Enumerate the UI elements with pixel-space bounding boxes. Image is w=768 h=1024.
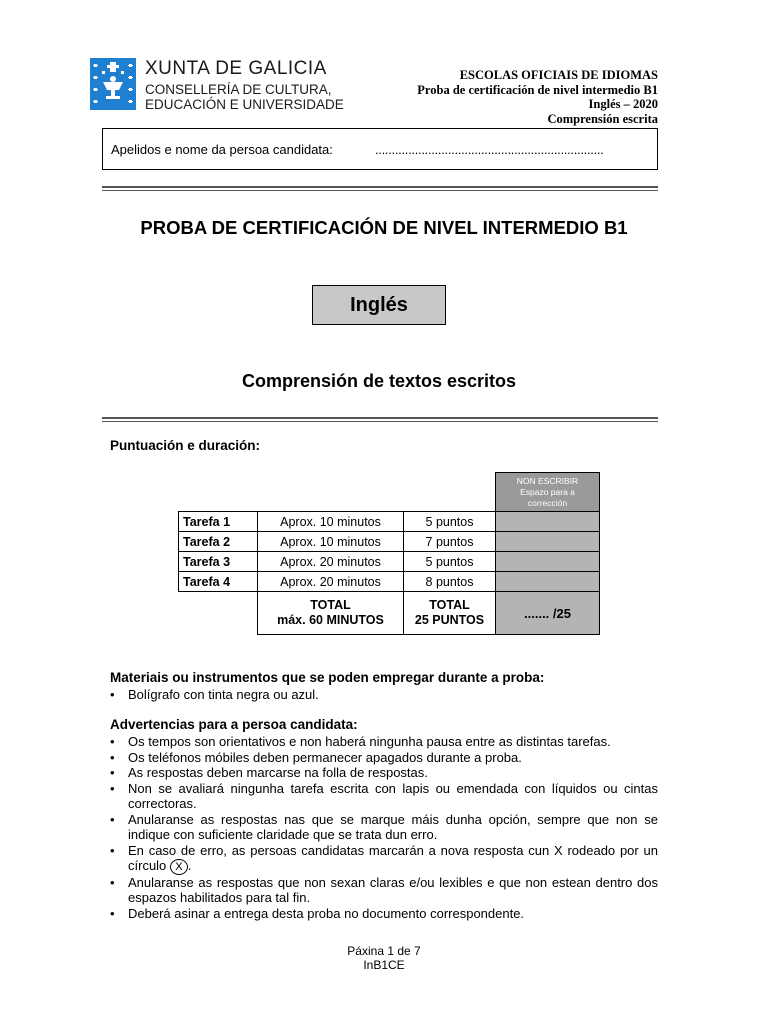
brand-subtitle-line2: EDUCACIÓN E UNIVERSIDADE [145,97,344,112]
total-score-cell: ....... /25 [496,592,600,635]
circled-x-mark: X [170,859,188,875]
task-time: Aprox. 10 minutos [258,512,404,532]
task-name: Tarefa 1 [179,512,258,532]
galicia-coat-of-arms-icon [90,58,136,110]
materials-heading: Materiais ou instrumentos que se poden empregar durante a proba: [110,670,545,685]
total-time: TOTAL máx. 60 MINUTOS [258,592,404,635]
warnings-list [110,734,658,921]
candidate-name-field[interactable]: ..................................................................... [375,142,604,157]
table-row [179,572,600,592]
table-total-row [179,592,600,635]
error-instruction-text: En caso de erro, as persoas candidatas marcarán a nova resposta cun X rodeado por un círculo [128,842,658,873]
warnings-heading: Advertencias para a persoa candidata: [110,717,358,732]
brand-name: XUNTA DE GALICIA [145,58,327,79]
task-time: Aprox. 20 minutos [258,572,404,592]
list-item: • As respostas deben marcarse na folla de respostas. [110,765,658,781]
task-time: Aprox. 20 minutos [258,552,404,572]
list-item: • Deberá asinar a entrega desta proba no documento correspondente. [110,906,658,922]
task-points: 7 puntos [404,532,496,552]
page-footer [0,944,768,972]
task-points: 5 puntos [404,512,496,532]
task-name: Tarefa 3 [179,552,258,572]
correction-cell [496,552,600,572]
divider [102,417,658,422]
table-row [179,552,600,572]
exam-language-year: Inglés – 2020 [588,97,658,111]
task-name: Tarefa 4 [179,572,258,592]
task-points: 8 puntos [404,572,496,592]
exam-name: Proba de certificación de nivel intermedio B1 [417,82,658,97]
list-item: • Anularanse as respostas nas que se marque máis dunha opción, sempre que non se indique con suficiente claridade que se trata dun erro. [110,812,658,843]
school-name: ESCOLAS OFICIAIS DE IDIOMAS [459,68,658,82]
list-item: • En caso de erro, as persoas candidatas marcarán a nova resposta cun X rodeado por un círculo X . [110,843,658,875]
task-points: 5 puntos [404,552,496,572]
table-row [179,532,600,552]
divider [102,186,658,191]
candidate-name-label: Apelidos e nome da persoa candidata: [111,142,333,157]
materials-list [110,687,658,703]
page-number: Páxina 1 de 7 [347,944,421,958]
table-row [179,512,600,532]
list-item: • Os tempos son orientativos e non haberá ningunha pausa entre as distintas tarefas. [110,734,658,750]
page-title: PROBA DE CERTIFICACIÓN DE NIVEL INTERMEDIO B1 [140,217,628,238]
language-box: Inglés [312,285,446,325]
total-points: TOTAL 25 PUNTOS [404,592,496,635]
list-item: • Bolígrafo con tinta negra ou azul. [110,687,658,703]
brand-subtitle-line1: CONSELLERÍA DE CULTURA, [145,82,332,97]
list-item: • Anularanse as respostas que non sexan claras e/ou lexibles e que non estean dentro dos espazos habilitados para tal fin. [110,875,658,906]
candidate-name-box [102,128,658,170]
exam-info-header [417,68,658,126]
correction-cell [496,532,600,552]
exam-part: Comprensión escrita [547,111,658,126]
task-name: Tarefa 2 [179,532,258,552]
table-header-row [179,473,600,512]
score-table [178,472,600,635]
task-time: Aprox. 10 minutos [258,532,404,552]
list-item: • Os teléfonos móbiles deben permanecer apagados durante a proba. [110,750,658,766]
list-item: • Non se avaliará ningunha tarefa escrita con lapis ou emendada con líquidos ou cintas correctoras. [110,781,658,812]
correction-header: NON ESCRIBIR Espazo para a corrección [496,473,600,512]
document-code: InB1CE [363,958,405,972]
correction-cell [496,572,600,592]
correction-cell [496,512,600,532]
brand-subtitle [145,82,344,112]
score-heading: Puntuación e duración: [110,438,261,453]
section-title: Comprensión de textos escritos [241,371,517,391]
